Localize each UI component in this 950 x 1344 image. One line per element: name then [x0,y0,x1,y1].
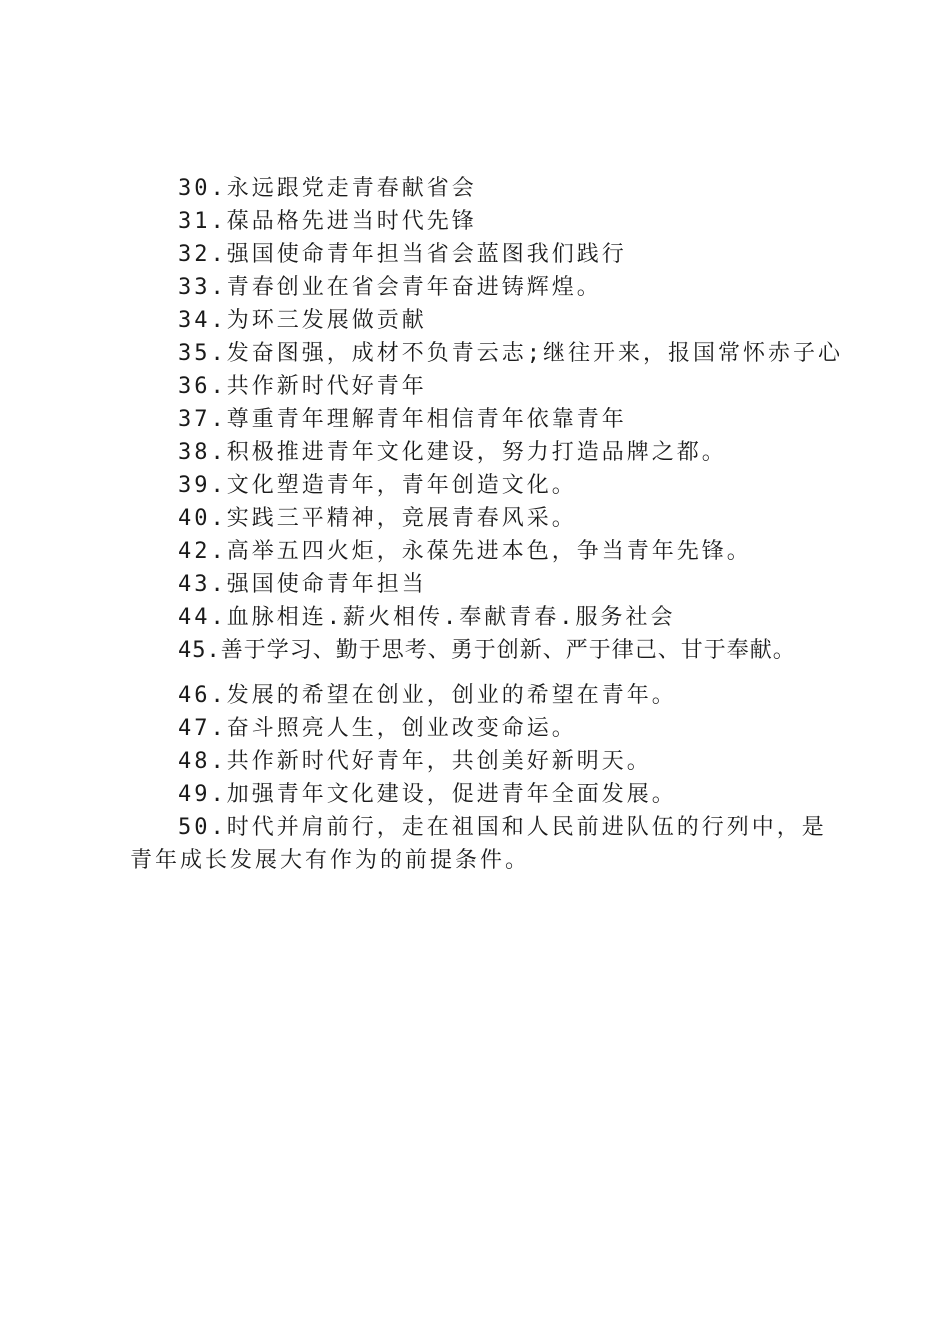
slogan-line-35: 35.发奋图强，成材不负青云志;继往开来，报国常怀赤子心 [178,341,843,366]
slogan-line-31: 31.葆品格先进当时代先锋 [178,209,477,234]
slogan-line-48: 48.共作新时代好青年，共创美好新明天。 [178,749,652,774]
slogan-line-38: 38.积极推进青年文化建设，努力打造品牌之都。 [178,440,727,465]
slogan-line-46: 46.发展的希望在创业，创业的希望在青年。 [178,683,677,708]
slogan-line-50: 50.时代并肩前行，走在祖国和人民前进队伍的行列中，是青年成长发展大有作为的前提条件。 [130,815,827,873]
slogan-line-43: 43.强国使命青年担当 [178,572,427,597]
slogan-line-49: 49.加强青年文化建设，促进青年全面发展。 [178,782,677,807]
slogan-line-42: 42.高举五四火炬，永葆先进本色，争当青年先锋。 [178,539,752,564]
slogan-line-39: 39.文化塑造青年，青年创造文化。 [178,473,577,498]
slogan-line-45: 45.善于学习、勤于思考、勇于创新、严于律己、甘于奉献。 [178,638,796,663]
slogan-line-44: 44.血脉相连.薪火相传.奉献青春.服务社会 [178,605,676,630]
slogan-line-34: 34.为环三发展做贡献 [178,308,427,333]
slogan-line-40: 40.实践三平精神，竞展青春风采。 [178,506,577,531]
slogan-line-37: 37.尊重青年理解青年相信青年依靠青年 [178,407,627,432]
slogan-list [130,172,850,877]
slogan-line-30: 30.永远跟党走青春献省会 [178,176,477,201]
slogan-line-33: 33.青春创业在省会青年奋进铸辉煌。 [178,275,602,300]
slogan-line-47: 47.奋斗照亮人生，创业改变命运。 [178,716,577,741]
slogan-line-32: 32.强国使命青年担当省会蓝图我们践行 [178,242,627,267]
slogan-line-36: 36.共作新时代好青年 [178,374,427,399]
